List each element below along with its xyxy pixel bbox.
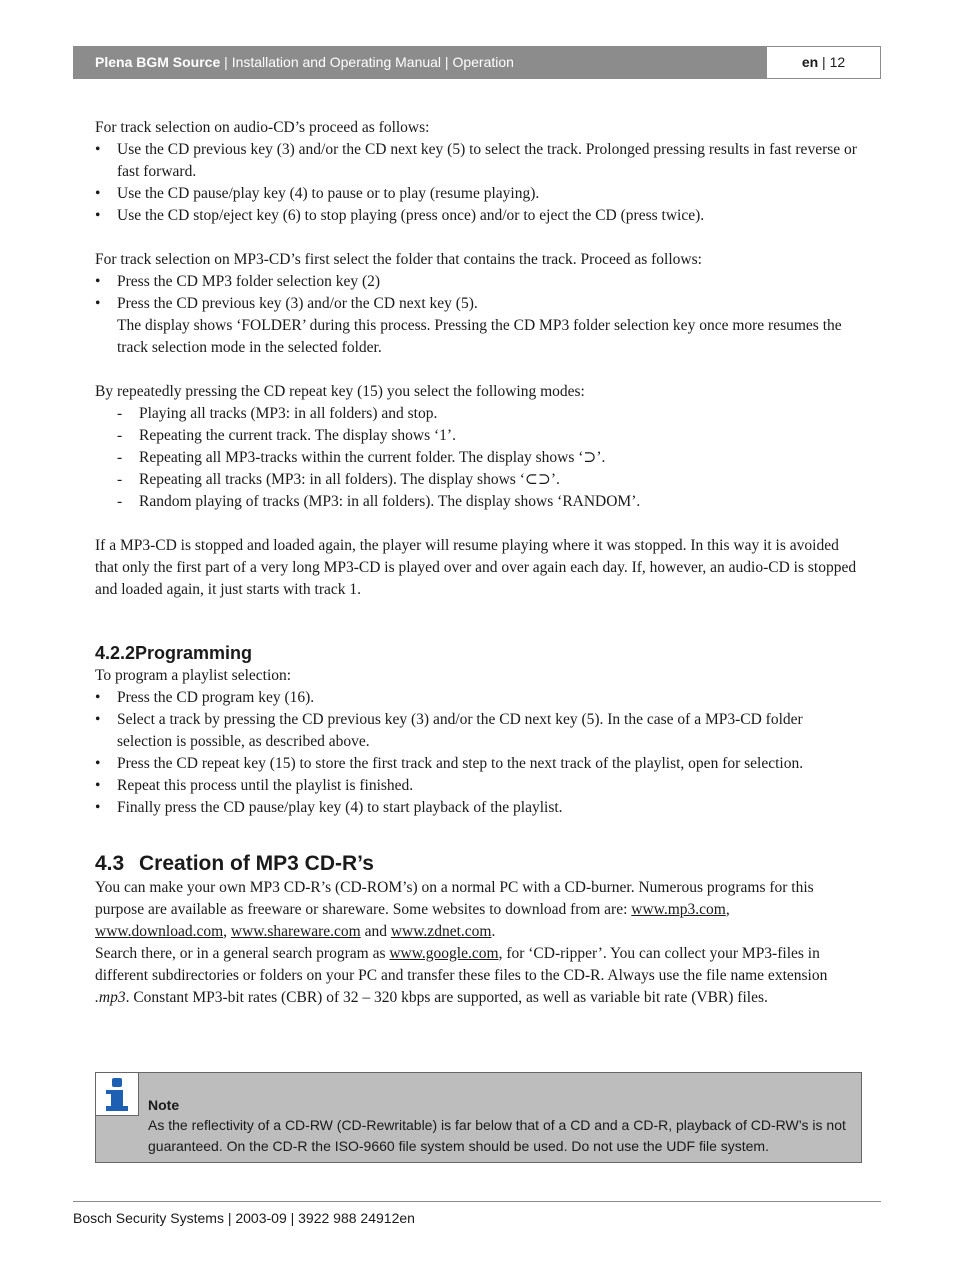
creation-paragraph-1 [95,877,860,943]
header-section: Operation [452,54,514,70]
section-heading [95,851,860,877]
section-number: 4.3 [95,852,125,875]
header-title-bar [73,46,766,79]
header-product: Plena BGM Source [95,54,221,70]
punctuation: , [725,901,730,918]
audio-cd-intro: For track selection on audio-CD’s proceed as follows: [95,119,430,136]
main-content [95,117,860,1009]
audio-cd-list [95,139,860,227]
info-icon-base [106,1106,128,1111]
note-title: Note [148,1097,180,1113]
header-manual: Installation and Operating Manual [231,54,442,70]
page-header [73,46,881,79]
paragraph-text: , for ‘CD-ripper’. You can collect your MP3-files in different subdirectories or folders on your PC and transfer these files to the CD-R. Always use the file name extension [95,945,828,984]
list-item: • Use the CD stop/eject key (6) to stop playing (press once) and/or to eject the CD (press twice). [95,205,860,227]
programming-list [95,687,860,819]
list-item-continuation: The display shows ‘FOLDER’ during this process. Pressing the CD MP3 folder selection key once more resumes the track selection mode in the selected folder. [117,317,842,356]
list-item: • Press the CD MP3 folder selection key (2) [95,271,860,293]
list-item: • Select a track by pressing the CD previous key (3) and/or the CD next key (5). In the case of a MP3-CD folder selection is possible, as described above. [95,709,860,753]
programming-intro: To program a playlist selection: [95,667,292,684]
creation-paragraph-2 [95,943,860,1009]
paragraph-text: Search there, or in a general search program as [95,945,390,962]
list-item: • Finally press the CD pause/play key (4) to start playback of the playlist. [95,797,860,819]
punctuation: , [223,923,231,940]
info-icon-dot [112,1078,122,1087]
file-extension: .mp3 [95,989,126,1006]
link-google-com[interactable]: www.google.com [389,945,499,962]
header-separator: | [220,54,232,70]
list-item: - Random playing of tracks (MP3: in all folders). The display shows ‘RANDOM’. [95,491,860,513]
header-language: en [801,54,819,70]
spacer [95,601,860,641]
spacer [95,819,860,851]
conjunction: and [360,923,391,940]
list-item: • Press the CD program key (16). [95,687,860,709]
page-footer: Bosch Security Systems | 2003-09 | 3922 988 24912en [73,1210,415,1226]
programming-heading: 4.2.2Programming [95,643,253,663]
link-download-com[interactable]: www.download.com [95,923,224,940]
header-page-separator: | [818,54,830,70]
list-item [95,293,860,359]
header-page-box [766,46,881,79]
list-item: - Playing all tracks (MP3: in all folders) and stop. [95,403,860,425]
repeat-modes-list [95,403,860,513]
spacer [95,227,860,249]
repeat-intro: By repeatedly pressing the CD repeat key (15) you select the following modes: [95,383,585,400]
list-item: - Repeating all tracks (MP3: in all folders). The display shows ‘⊂⊃’. [95,469,860,491]
list-item-text: Press the CD previous key (3) and/or the CD next key (5). [117,295,478,312]
list-item: - Repeating the current track. The display shows ‘1’. [95,425,860,447]
punctuation: . [491,923,496,940]
footer-divider [73,1201,881,1202]
list-item: - Repeating all MP3-tracks within the current folder. The display shows ‘⊃’. [95,447,860,469]
page-number: 12 [829,54,846,70]
info-icon [96,1073,139,1116]
mp3-cd-intro: For track selection on MP3-CD’s first select the folder that contains the track. Proceed as follows: [95,251,702,268]
list-item: • Press the CD repeat key (15) to store the first track and step to the next track of the playlist, open for selection. [95,753,860,775]
header-separator: | [441,54,453,70]
mp3-cd-list [95,271,860,359]
list-item: • Use the CD previous key (3) and/or the CD next key (5) to select the track. Prolonged pressing results in fast reverse or fast forward. [95,139,860,183]
list-item: • Use the CD pause/play key (4) to pause or to play (resume playing). [95,183,860,205]
resume-paragraph: If a MP3-CD is stopped and loaded again, the player will resume playing where it was stopped. In this way it is avoided that only the first part of a very long MP3-CD is played over and over again each day. If, however, an audio-CD is stopped and loaded again, it just starts with track 1. [95,537,857,598]
spacer [95,359,860,381]
link-zdnet-com[interactable]: www.zdnet.com [390,923,492,940]
spacer [95,513,860,535]
note-text: As the reflectivity of a CD-RW (CD-Rewritable) is far below that of a CD and a CD-R, playback of CD-RW’s is not guaranteed. On the CD-R the ISO-9660 file system should be used. Do not use the UDF file system. [148,1117,846,1154]
info-icon-stem [111,1090,123,1106]
list-item: • Repeat this process until the playlist is finished. [95,775,860,797]
note-box [95,1072,862,1163]
section-title: Creation of MP3 CD-R’s [139,852,374,875]
paragraph-text: You can make your own MP3 CD-R’s (CD-ROM’s) on a normal PC with a CD-burner. Numerous programs for this purpose are available as freeware or shareware. Some websites to download from are: [95,879,814,918]
link-mp3-com[interactable]: www.mp3.com [631,901,726,918]
paragraph-text: . Constant MP3-bit rates (CBR) of 32 – 320 kbps are supported, as well as variable bit rate (VBR) files. [125,989,768,1006]
link-shareware-com[interactable]: www.shareware.com [230,923,361,940]
